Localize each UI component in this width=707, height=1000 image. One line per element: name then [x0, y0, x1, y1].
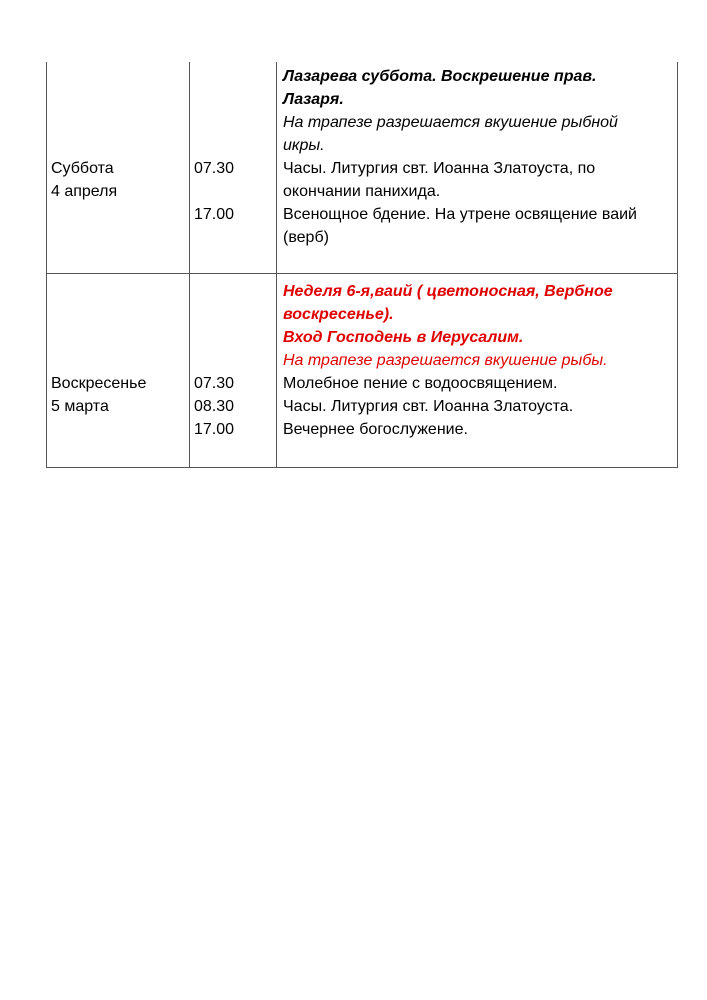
service-description: Вечернее богослужение.: [283, 421, 468, 438]
meal-note: икры.: [283, 137, 325, 154]
day-name: Суббота: [51, 160, 114, 177]
table-row: [47, 274, 677, 467]
feast-title: Лазарева суббота. Воскрешение прав.: [283, 68, 597, 85]
service-time: 07.30: [194, 160, 235, 177]
day-date: 5 марта: [51, 398, 109, 415]
table-row: [47, 62, 677, 274]
meal-note: На трапезе разрешается вкушение рыбы.: [283, 352, 608, 369]
service-description: Часы. Литургия свт. Иоанна Златоуста.: [283, 398, 574, 415]
day-name: Воскресенье: [51, 375, 147, 392]
day-cell: [47, 62, 190, 273]
time-cell: [190, 62, 277, 273]
service-description: окончании панихида.: [283, 183, 441, 200]
time-cell: [190, 274, 277, 467]
service-time: 08.30: [194, 398, 235, 415]
service-description: Часы. Литургия свт. Иоанна Златоуста, по: [283, 160, 596, 177]
feast-title: Вход Господень в Иерусалим.: [283, 329, 524, 346]
schedule-table: [46, 62, 678, 468]
service-description: Всенощное бдение. На утрене освящение ваий: [283, 206, 637, 223]
event-cell: [277, 62, 677, 273]
feast-title: Неделя 6-я,ваий ( цветоносная, Вербное: [283, 283, 613, 300]
day-cell: [47, 274, 190, 467]
meal-note: На трапезе разрешается вкушение рыбной: [283, 114, 618, 131]
feast-title: воскресенье).: [283, 306, 394, 323]
day-date: 4 апреля: [51, 183, 118, 200]
feast-title: Лазаря.: [283, 91, 344, 108]
service-time: 07.30: [194, 375, 235, 392]
service-time: 17.00: [194, 206, 235, 223]
service-description: (верб): [283, 229, 329, 246]
event-cell: [277, 274, 677, 467]
service-description: Молебное пение с водоосвящением.: [283, 375, 558, 392]
service-time: 17.00: [194, 421, 235, 438]
